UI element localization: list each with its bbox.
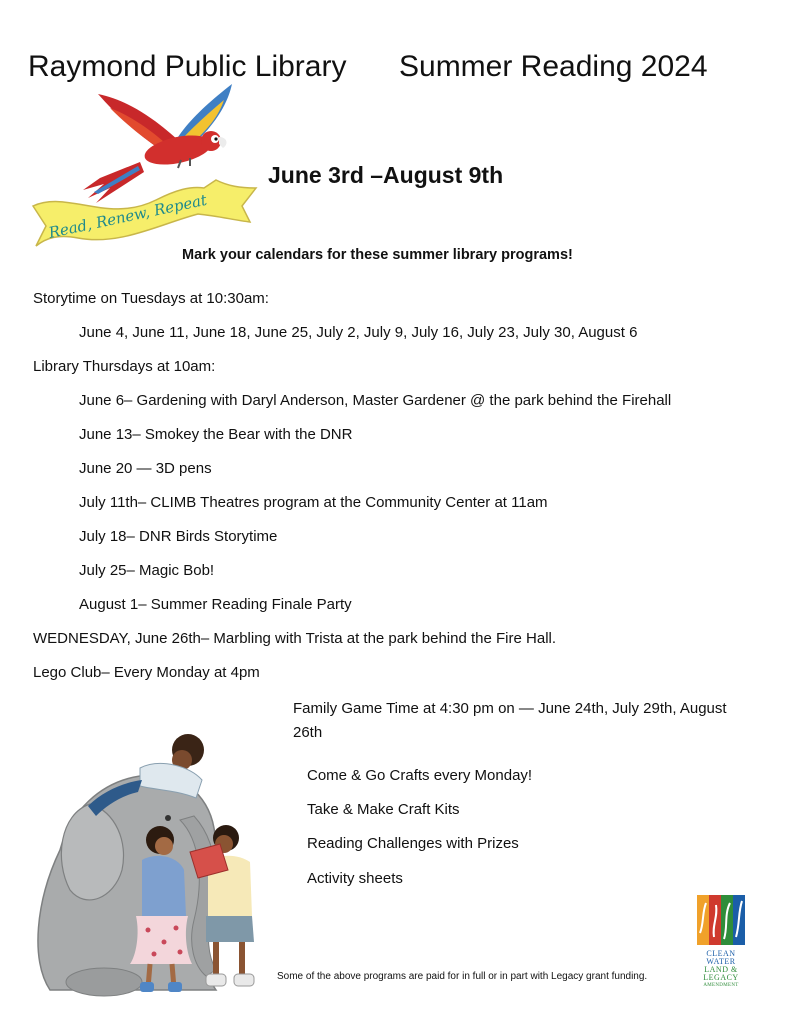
intro-text: Mark your calendars for these summer library programs! [182, 247, 573, 263]
legacy-amendment-logo [694, 893, 748, 990]
funding-footnote: Some of the above programs are paid for in full or in part with Legacy grant funding. [277, 971, 648, 982]
logo-word: WATER [706, 957, 736, 966]
extra-item: Activity sheets [307, 870, 403, 887]
schedule-line: Storytime on Tuesdays at 10:30am: [33, 290, 269, 307]
program-dates: June 3rd –August 9th [268, 162, 504, 188]
schedule-line: Lego Club– Every Monday at 4pm [33, 664, 260, 681]
extra-item: Come & Go Crafts every Monday! [307, 767, 533, 784]
kids-elephant-illustration [30, 720, 270, 1000]
slogan-text: Read, Renew, Repeat [47, 190, 209, 242]
logo-word: AMENDMENT [703, 983, 739, 988]
schedule-line: July 18– DNR Birds Storytime [79, 528, 278, 545]
library-name: Raymond Public Library [28, 50, 347, 83]
schedule-line: July 25– Magic Bob! [79, 562, 215, 579]
schedule-line: June 6– Gardening with Daryl Anderson, Master Gardener @ the park behind the Firehall [79, 392, 672, 409]
schedule-line: June 4, June 11, June 18, June 25, July 2, July 9, July 16, July 23, July 30, August 6 [79, 324, 638, 341]
schedule-line: WEDNESDAY, June 26th– Marbling with Trista at the park behind the Fire Hall. [33, 630, 557, 647]
schedule-line: June 13– Smokey the Bear with the DNR [79, 426, 353, 443]
logo-word: CLEAN [706, 949, 736, 958]
schedule-line: July 11th– CLIMB Theatres program at the Community Center at 11am [79, 494, 548, 511]
parrot-illustration [28, 82, 263, 257]
extra-item: Reading Challenges with Prizes [307, 835, 519, 852]
schedule-line: Library Thursdays at 10am: [33, 358, 216, 375]
logo-word: LEGACY [703, 973, 739, 982]
schedule-line: June 20 — 3D pens [79, 460, 212, 477]
extra-item: Take & Make Craft Kits [307, 801, 460, 818]
logo-word: LAND & [704, 965, 738, 974]
family-game-time: Family Game Time at 4:30 pm on — June 24th, July 29th, August 26th [293, 700, 727, 741]
schedule-line: August 1– Summer Reading Finale Party [79, 596, 352, 613]
legacy-logo-graphic [694, 893, 748, 945]
program-title: Summer Reading 2024 [399, 50, 708, 83]
